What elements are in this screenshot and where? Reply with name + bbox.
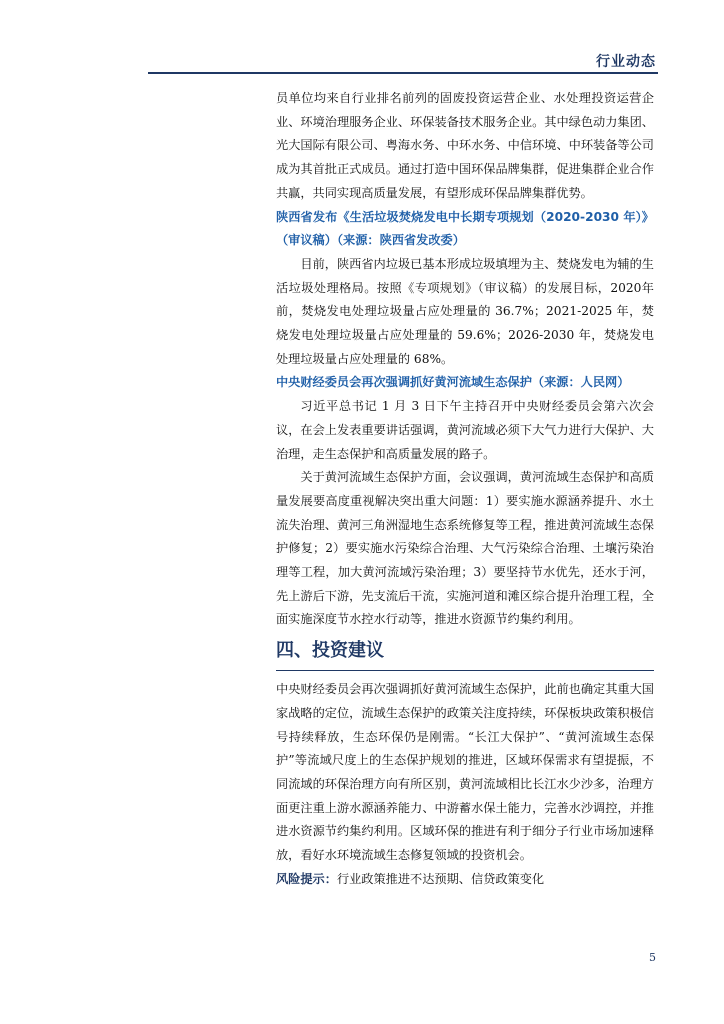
page-number: 5 <box>649 951 656 964</box>
news-heading-yellow-river: 中央财经委员会再次强调抓好黄河流域生态保护（来源：人民网） <box>276 375 630 390</box>
main-content <box>276 87 654 892</box>
risk-warning <box>276 868 654 892</box>
paragraph-members: 员单位均来自行业排名前列的固废投资运营企业、水处理投资运营企业、环境治理服务企业、环保装备技术服务企业。其中绿色动力集团、光大国际有限公司、粤海水务、中环水务、中信环境、中环装备等公司成为其首批正式成员。通过打造中国环保品牌集群，促进集群企业合作共赢，共同实现高质量发展，有望形成环保品牌集群优势。 <box>276 91 654 200</box>
risk-label: 风险提示： <box>276 871 337 886</box>
section-title-investment: 四、投资建议 <box>276 640 384 662</box>
paragraph-meeting: 习近平总书记 1 月 3 日下午主持召开中央财经委员会第六次会议，在会上发表重要讲话强调，黄河流域必须下大气力进行大保护、大治理，走生态保护和高质量发展的路子。 <box>276 399 654 461</box>
header-divider <box>148 72 658 74</box>
paragraph-shaanxi: 目前，陕西省内垃圾已基本形成垃圾填埋为主、焚烧发电为辅的生活垃圾处理格局。按照《专项规划》（审议稿）的发展目标，2020年前，焚烧发电处理垃圾量占应处理量的 36.7%；2021-2025 年，焚烧发电处理垃圾量占应处理量的 59.6%；2026-2030 年，焚烧发电处理垃圾量占应处理量的 68%。 <box>276 256 654 366</box>
report-category-title: 行业动态 <box>596 54 656 70</box>
news-heading-shaanxi: 陕西省发布《生活垃圾焚烧发电中长期专项规划（2020-2030 年）》（审议稿）（来源：陕西省发改委） <box>276 209 654 248</box>
section-divider <box>276 670 654 671</box>
risk-text: 行业政策推进不达预期、信贷政策变化 <box>336 871 545 886</box>
paragraph-investment: 中央财经委员会再次强调抓好黄河流域生态保护，此前也确定其重大国家战略的定位，流域生态保护的政策关注度持续，环保板块政策积极信号持续释放，生态环保仍是刚需。“长江大保护”、“黄河流域生态保护”等流域尺度上的生态保护规划的推进，区域环保需求有望提振，不同流域的环保治理方向有所区别，黄河流域相比长江水少沙多，治理方面更注重上游水源涵养能力、中游蓄水保土能力，完善水沙调控，并推进水资源节约集约利用。区域环保的推进有利于细分子行业市场加速释放，看好水环境流域生态修复领域的投资机会。 <box>276 682 654 863</box>
paragraph-ecology: 关于黄河流域生态保护方面，会议强调，黄河流域生态保护和高质量发展要高度重视解决突出重大问题：1）要实施水源涵养提升、水土流失治理、黄河三角洲湿地生态系统修复等工程，推进黄河流域生态保护修复；2）要实施水污染综合治理、大气污染综合治理、土壤污染治理等工程，加大黄河流域污染治理；3）要坚持节水优先，还水于河，先上游后下游，先支流后干流，实施河道和滩区综合提升治理工程，全面实施深度节水控水行动等，推进水资源节约集约利用。 <box>276 470 654 627</box>
